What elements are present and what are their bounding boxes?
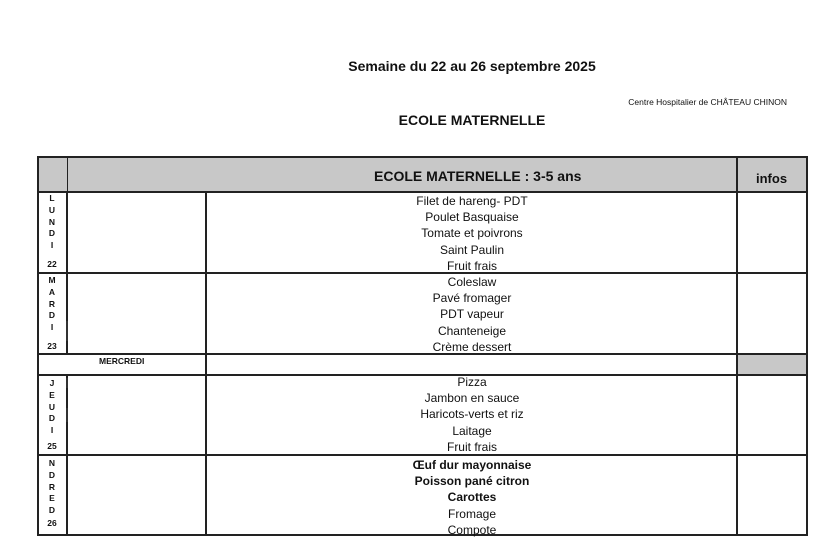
header-sep-left [67,156,68,192]
menu-items-jeudi: Pizza Jambon en sauce Haricots-verts et riz Laitage Fruit frais [420,375,524,454]
header-shade-left [37,156,68,192]
day-letters-vendredi: N D R E D [48,458,56,516]
border-right [806,156,808,536]
week-title: Semaine du 22 au 26 septembre 2025 [348,58,596,74]
border-left [37,156,39,536]
border-top [37,156,808,158]
day-letters-mardi: M A R D I [48,275,56,333]
school-subtitle: ECOLE MATERNELLE [398,112,546,128]
day-label-mercredi: MERCREDI [99,356,145,366]
day-number-lundi: 22 [47,259,57,269]
menu-items-lundi: Filet de hareng- PDT Poulet Basquaise Tomate et poivrons Saint Paulin Fruit frais [416,194,528,273]
mercredi-shade-info [737,355,808,375]
scan-tick-jeudi-1 [66,378,68,388]
menu-table [37,156,808,536]
day-number-jeudi: 25 [47,441,57,451]
scan-tick-jeudi-2 [66,408,68,422]
menu-items-mardi: Coleslaw Pavé fromager PDT vapeur Chanteneige Crème dessert [432,275,512,354]
day-letters-lundi: L U N D I [48,193,56,251]
scan-tick-mardi [66,321,68,341]
day-letters-jeudi: J E U D I [48,378,56,436]
hospital-name: Centre Hospitalier de CHÂTEAU CHINON [628,97,787,107]
day-number-mardi: 23 [47,341,57,351]
info-header: infos [756,171,788,186]
menu-items-vendredi: Œuf dur mayonnaise Poisson pané citron Carottes Fromage Compote [412,458,532,537]
day-number-vendredi: 26 [47,518,57,528]
main-header: ECOLE MATERNELLE : 3-5 ans [374,168,582,184]
